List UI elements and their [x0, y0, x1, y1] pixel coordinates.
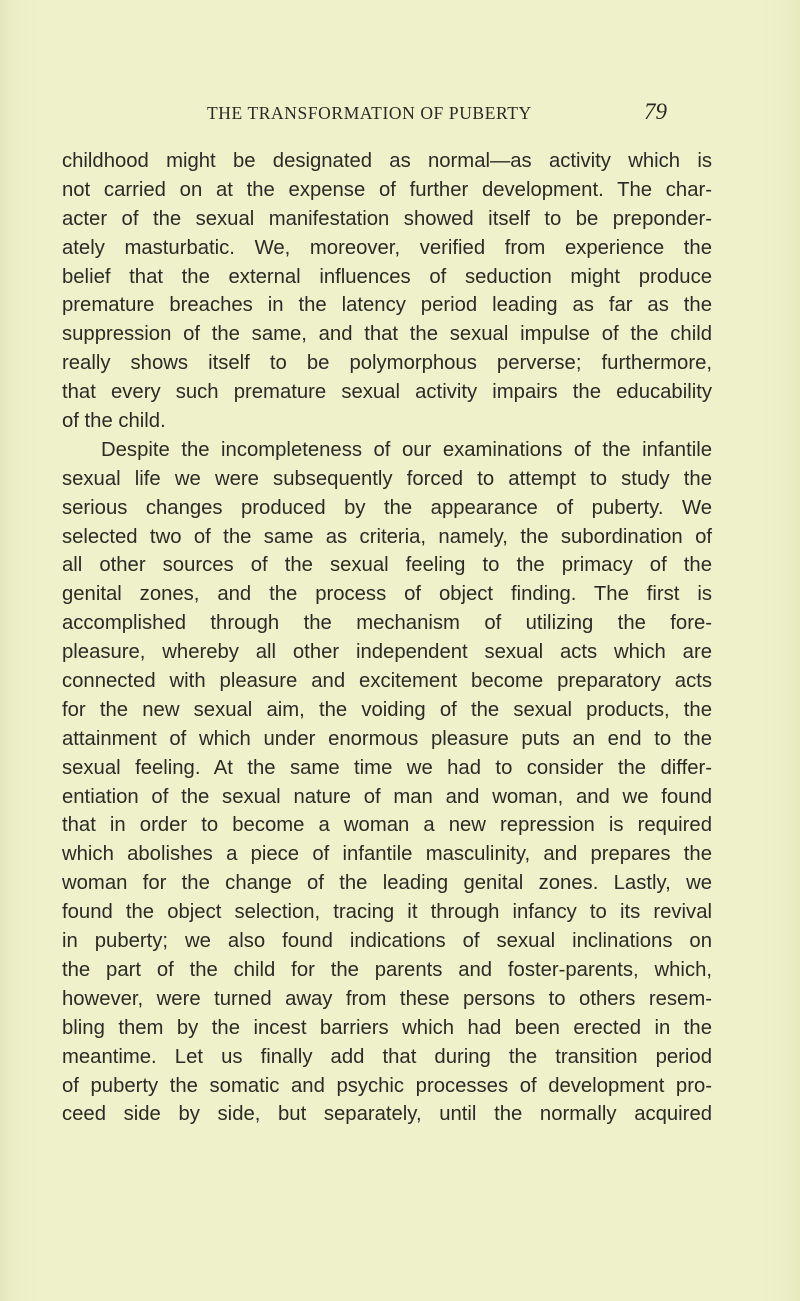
text-line: childhood might be designated as normal—as activity which is — [62, 150, 712, 172]
text-line: which abolishes a piece of infantile masculinity, and prepares the — [62, 843, 712, 866]
text-line: ately masturbatic. We, moreover, verified from experience the — [62, 236, 712, 259]
text-line: genital zones, and the process of object finding. The first is — [62, 583, 712, 606]
text-line: for the new sexual aim, the voiding of the sexual products, the — [62, 698, 712, 721]
text-line: bling them by the incest barriers which had been erected in the — [62, 1016, 712, 1039]
page-number: 79 — [644, 99, 667, 124]
page-header — [207, 99, 667, 129]
text-line: of puberty the somatic and psychic processes of development pro- — [62, 1074, 712, 1097]
text-line: that every such premature sexual activity impairs the educability — [62, 381, 712, 404]
text-line: premature breaches in the latency period leading as far as the — [62, 294, 712, 317]
text-line: connected with pleasure and excitement become preparatory acts — [62, 670, 712, 693]
text-line: belief that the external influences of seduction might produce — [62, 265, 712, 288]
text-line: meantime. Let us finally add that during the transition period — [62, 1045, 712, 1068]
text-line: really shows itself to be polymorphous perverse; furthermore, — [62, 352, 712, 375]
text-line: all other sources of the sexual feeling to the primacy of the — [62, 554, 712, 577]
text-line: serious changes produced by the appearance of puberty. We — [62, 496, 712, 519]
text-line: pleasure, whereby all other independent sexual acts which are — [62, 641, 712, 664]
text-line: however, were turned away from these persons to others resem- — [62, 987, 712, 1010]
text-line: sexual feeling. At the same time we had to consider the differ- — [62, 756, 712, 779]
text-line: that in order to become a woman a new repression is required — [62, 814, 712, 837]
text-line: not carried on at the expense of further development. The char- — [62, 178, 712, 201]
text-line: acter of the sexual manifestation showed itself to be preponder- — [62, 207, 712, 230]
text-line: ceed side by side, but separately, until the normally acquired — [62, 1103, 712, 1126]
text-line: sexual life we were subsequently forced to attempt to study the — [62, 467, 712, 490]
running-head: THE TRANSFORMATION OF PUBERTY — [207, 103, 532, 123]
text-line: in puberty; we also found indications of sexual inclinations on — [62, 930, 712, 953]
text-line: the part of the child for the parents and foster-parents, which, — [62, 958, 712, 981]
body-text — [62, 147, 712, 1129]
text-line: of the child. — [62, 410, 166, 433]
text-line: attainment of which under enormous pleasure puts an end to the — [62, 727, 712, 750]
paragraph-first-line: Despite the incompleteness of our examinations of the infantile — [101, 438, 712, 461]
text-line: suppression of the same, and that the sexual impulse of the child — [62, 323, 712, 346]
text-line: selected two of the same as criteria, namely, the subordination of — [62, 525, 712, 548]
text-line: woman for the change of the leading genital zones. Lastly, we — [62, 872, 712, 895]
text-line: accomplished through the mechanism of utilizing the fore- — [62, 612, 712, 635]
text-line: found the object selection, tracing it through infancy to its revival — [62, 901, 712, 924]
text-line: entiation of the sexual nature of man and woman, and we found — [62, 785, 712, 808]
